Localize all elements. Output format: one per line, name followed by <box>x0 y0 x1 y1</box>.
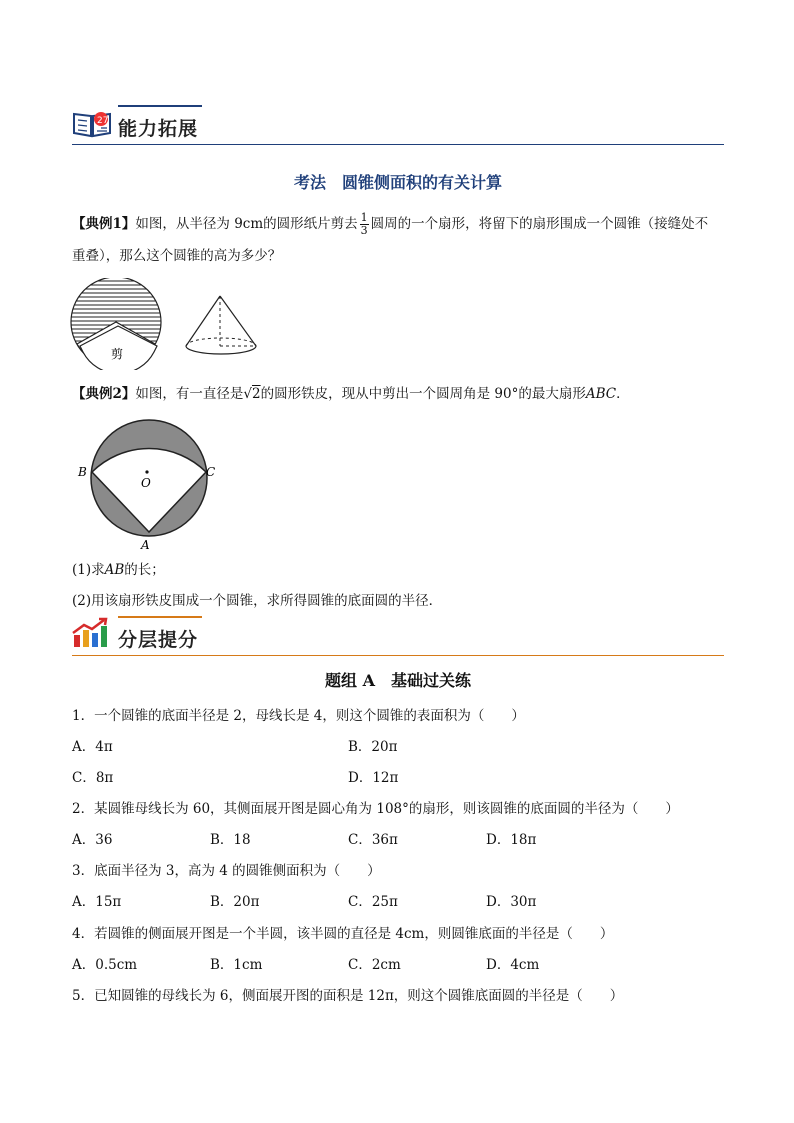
svg-text:O: O <box>141 476 151 490</box>
option: C．36π <box>348 832 398 848</box>
option: A．36 <box>72 832 113 848</box>
question-1-options-2 <box>72 768 732 788</box>
bar-chart-icon <box>72 617 110 653</box>
option: B．18 <box>210 832 251 848</box>
option: A．0.5cm <box>72 957 138 973</box>
method-title: 考法 圆锥侧面积的有关计算 <box>293 173 502 192</box>
option: A．4π <box>72 739 113 755</box>
option: D．18π <box>486 832 537 848</box>
section-header-ability <box>72 105 724 145</box>
question-5-stem: 5．已知圆锥的母线长为 6，侧面展开图的面积是 12π，则这个圆锥底面圆的半径是（ ） <box>72 988 624 1004</box>
section-title: 能力拓展 <box>118 118 199 140</box>
option: B．20π <box>210 894 260 910</box>
option: C．8π <box>72 770 114 786</box>
option: A．15π <box>72 894 122 910</box>
option: C．2cm <box>348 957 401 973</box>
question-4-stem: 4．若圆锥的侧面展开图是一个半圆，该半圆的直径是 4cm，则圆锥底面的半径是（ ） <box>72 926 614 942</box>
option: D．4cm <box>486 957 540 973</box>
question-1-options <box>72 737 732 757</box>
example1-figure <box>70 278 270 370</box>
option: B．20π <box>348 739 398 755</box>
svg-text:B: B <box>78 465 87 479</box>
question-3-options <box>72 892 732 912</box>
cut-label: 剪 <box>111 347 124 361</box>
example2-figure <box>74 412 224 554</box>
example1-line1: 【典例1】如图，从半径为 9cm的圆形纸片剪去 $\frac{1}{3}$ 圆周的一个扇形，将留下的扇形围成一个圆锥（接缝处不 <box>72 211 709 237</box>
question-1-stem: 1．一个圆锥的底面半径是 2，母线长是 4，则这个圆锥的表面积为（ ） <box>72 708 525 724</box>
example1-tag: 【典例1】 <box>72 216 136 232</box>
group-title: 题组 A 基础过关练 <box>325 671 471 690</box>
section-header-levels <box>72 616 724 656</box>
section-title: 分层提分 <box>118 629 199 651</box>
question-2-options <box>72 830 732 850</box>
example1-line2: 重叠），那么这个圆锥的高为多少？ <box>72 248 282 264</box>
option: D．30π <box>486 894 537 910</box>
option: D．12π <box>348 770 399 786</box>
example2-line1: 【典例2】如图，有一直径是√2的圆形铁皮，现从中剪出一个圆周角是 90°的最大扇形ABC． <box>72 386 630 402</box>
question-4-options <box>72 955 732 975</box>
option: C．25π <box>348 894 398 910</box>
svg-text:27: 27 <box>97 116 109 126</box>
question-2-stem: 2．某圆锥母线长为 60，其侧面展开图是圆心角为 108°的扇形，则该圆锥的底面圆的半径为（ ） <box>72 801 679 817</box>
svg-text:A: A <box>141 538 150 552</box>
book-icon <box>72 106 112 142</box>
question-3-stem: 3．底面半径为 3，高为 4 的圆锥侧面积为（ ） <box>72 863 381 879</box>
example2-q2: (2)用该扇形铁皮围成一个圆锥，求所得圆锥的底面圆的半径． <box>72 593 443 609</box>
fraction: $\frac{1}{3}$ <box>360 211 368 237</box>
option: B．1cm <box>210 957 263 973</box>
example2-q1: (1)求AB的长； <box>72 562 165 578</box>
svg-text:C: C <box>206 465 216 479</box>
example2-tag: 【典例2】 <box>72 386 136 402</box>
